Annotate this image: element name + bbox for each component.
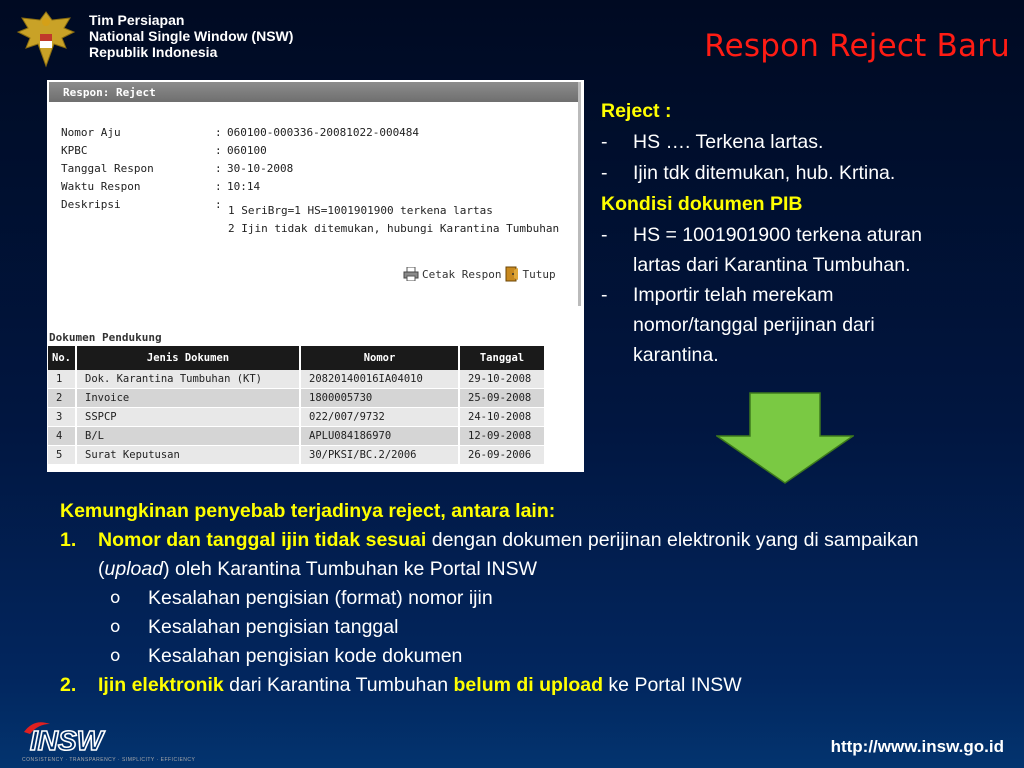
field-row: Tanggal Respon : 30-10-2008 — [61, 162, 294, 175]
table-row[interactable]: 1 Dok. Karantina Tumbuhan (KT) 20820140016IA04010 29-10-2008 — [48, 370, 545, 389]
list-item: - Ijin tdk ditemukan, hub. Krtina. — [601, 162, 896, 184]
reject-notes — [601, 96, 1011, 370]
docs-section-title: Dokumen Pendukung — [49, 331, 162, 344]
field-row: Nomor Aju : 060100-000336-20081022-000484 — [61, 126, 420, 139]
close-button[interactable]: Tutup — [505, 266, 555, 282]
list-item: o Kesalahan pengisian (format) nomor ijin — [110, 587, 493, 609]
list-item: 1. Nomor dan tanggal ijin tidak sesuai dengan dokumen perijinan elektronik yang di sampaikan (upload) oleh Karantina Tumbuhan ke Portal INSW — [60, 529, 919, 580]
list-item: - Importir telah merekam nomor/tanggal perijinan dari karantina. — [601, 284, 875, 366]
panel-scrollbar[interactable] — [578, 82, 581, 306]
insw-logo — [20, 718, 150, 756]
list-item: - HS …. Terkena lartas. — [601, 131, 824, 153]
kondisi-heading: Kondisi dokumen PIB — [601, 193, 803, 215]
table-row[interactable]: 4 B/L APLU084186970 12-09-2008 — [48, 427, 545, 446]
svg-text:INSW: INSW — [30, 725, 104, 756]
field-row: Waktu Respon : 10:14 — [61, 180, 261, 193]
list-item: o Kesalahan pengisian tanggal — [110, 616, 399, 638]
table-header-row: No. Jenis Dokumen Nomor Tanggal — [48, 346, 545, 370]
supporting-documents-table — [48, 346, 546, 465]
slide-title: Respon Reject Baru — [704, 28, 1010, 64]
reject-causes — [60, 497, 1010, 700]
logo-tagline: CONSISTENCY · TRANSPARENCY · SIMPLICITY · EFFICIENCY — [22, 757, 196, 763]
panel-title: Respon: Reject — [63, 86, 156, 99]
list-item: o Kesalahan pengisian kode dokumen — [110, 645, 463, 667]
field-row: Deskripsi : — [61, 198, 222, 211]
list-item: 2. Ijin elektronik dari Karantina Tumbuhan belum di upload ke Portal INSW — [60, 674, 742, 696]
panel-header — [49, 82, 579, 102]
exit-door-icon — [505, 266, 519, 282]
table-row[interactable]: 3 SSPCP 022/007/9732 24-10-2008 — [48, 408, 545, 427]
causes-heading: Kemungkinan penyebab terjadinya reject, antara lain: — [60, 500, 556, 522]
down-arrow-icon — [716, 392, 854, 484]
organization-name: Tim Persiapan National Single Window (NSW) Republik Indonesia — [89, 12, 294, 60]
reject-heading: Reject : — [601, 100, 672, 122]
list-item: - HS = 1001901900 terkena aturan lartas dari Karantina Tumbuhan. — [601, 224, 922, 276]
website-link[interactable]: http://www.insw.go.id — [830, 737, 1004, 756]
garuda-emblem-icon — [14, 8, 78, 72]
field-row: KPBC : 060100 — [61, 144, 267, 157]
print-response-button[interactable]: Cetak Respon — [403, 267, 501, 281]
table-row[interactable]: 5 Surat Keputusan 30/PKSI/BC.2/2006 26-09-2006 — [48, 446, 545, 465]
description-text: 1 SeriBrg=1 HS=1001901900 terkena lartas 2 Ijin tidak ditemukan, hubungi Karantina Tumbuhan — [228, 204, 560, 235]
printer-icon — [403, 267, 419, 281]
panel-actions — [403, 266, 556, 282]
respon-reject-panel — [47, 80, 584, 472]
table-row[interactable]: 2 Invoice 1800005730 25-09-2008 — [48, 389, 545, 408]
